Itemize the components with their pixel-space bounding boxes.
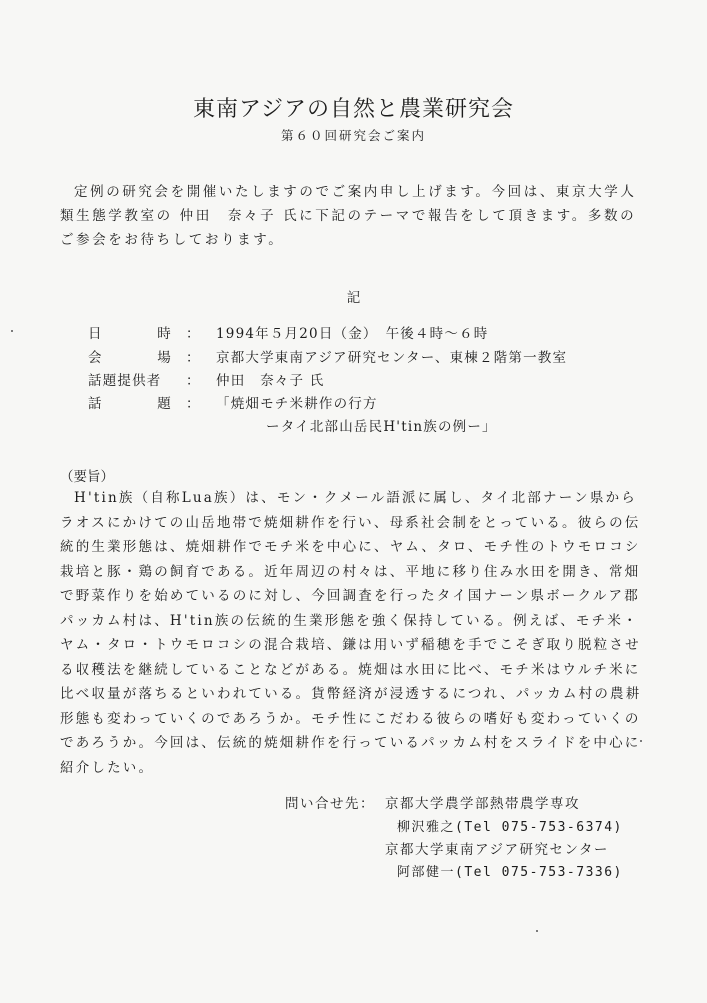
detail-value-speaker: 仲田 奈々子 氏 (216, 373, 325, 389)
scan-speck (640, 740, 642, 742)
contact-line-2: 柳沢雅之(Tel 075-753-6374) (397, 820, 623, 835)
detail-value-topic-line2: ータイ北部山岳民H'tin族の例ー」 (266, 419, 497, 435)
ki-heading: 記 (346, 290, 361, 306)
page-title: 東南アジアの自然と農業研究会 (192, 97, 515, 122)
summary-text: H'tin族（自称Lua族）は、モン・クメール語派に属し、タイ北部ナーン県からラオスにかけての山岳地帯で焼畑耕作を行い、母系社会制をとっている。彼らの伝統的生業形態は、焼畑耕作でモチ米を中心に、ヤム、タロ、モチ性のトウモロコシ栽培と豚・鶏の飼育である。近年周辺の村々は、平地に移り住み水田を開き、常畑で野菜作りを始めているのに対し、今回調査を行ったタイ国ナーン県ボークルア郡パッカム村は、H'tin族の伝統的生業形態を強く保持している。例えば、モチ米・ヤム・タロ・トウモロコシの混合栽培、鎌は用いず稲穂を手でこそぎ取り脱粒させる収穫法を継続していることなどがある。焼畑は水田に比べ、モチ米はウルチ米に比べ収量が落ちるといわれている。貨幣経済が浸透するにつれ、パッカム村の農耕形態も変わっていくのであろうか。モチ性にこだわる彼らの嗜好も変わっていくのであろうか。今回は、伝統的焼畑耕作を行っているパッカム村をスライドを中心に紹介したい。 (60, 490, 642, 776)
summary-paragraph (60, 486, 642, 780)
detail-row-topic-line2 (266, 415, 497, 435)
detail-value-venue: 京都大学東南アジア研究センター、東棟２階第一教室 (216, 350, 568, 366)
detail-value-topic-line1: 「焼畑モチ米耕作の行方 (216, 396, 378, 412)
detail-value-date: 1994年５月20日（金） 午後４時～６時 (216, 326, 489, 342)
detail-label-date: 日 時 (88, 326, 172, 342)
detail-colon: ： (186, 396, 201, 412)
contact-line-1: 京都大学農学部熱帯農学専攻 (385, 796, 580, 812)
detail-colon: ： (186, 350, 201, 366)
intro-paragraph (60, 180, 640, 252)
scan-speck (536, 930, 538, 932)
page-subtitle: 第６０回研究会ご案内 (280, 128, 426, 143)
contact-line-3: 京都大学東南アジア研究センター (385, 842, 609, 858)
detail-colon: ： (186, 373, 201, 389)
contact-label: 問い合せ先： (285, 796, 375, 812)
contact-line-4: 阿部健一(Tel 075-753-7336) (397, 865, 623, 880)
intro-text: 定例の研究会を開催いたしますのでご案内申し上げます。今回は、東京大学人類生態学教室の 仲田 奈々子 氏に下記のテーマで報告をして頂きます。多数のご参会をお待ちしております。 (60, 184, 637, 248)
detail-label-speaker: 話題提供者 (88, 373, 162, 389)
summary-heading: （要旨） (60, 469, 114, 485)
detail-colon: ： (186, 326, 201, 342)
detail-label-venue: 会 場 (88, 350, 172, 366)
detail-label-topic: 話 題 (88, 396, 172, 412)
scan-speck (11, 330, 13, 332)
